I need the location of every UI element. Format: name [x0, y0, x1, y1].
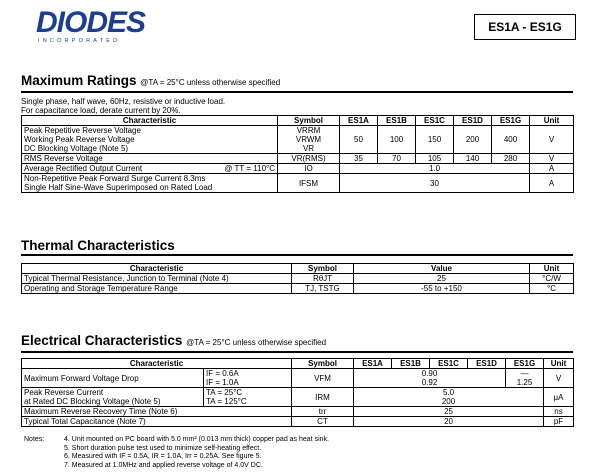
col-header: Unit — [544, 359, 574, 369]
unit-cell: μA — [544, 388, 574, 407]
table-row — [22, 274, 574, 284]
rating-note-2: For capacitance load, derate current by 20%. — [21, 106, 181, 115]
symbol-cell: VR(RMS) — [278, 154, 340, 164]
col-header: ES1G — [506, 359, 544, 369]
table-header-row — [22, 116, 574, 126]
col-header: Characteristic — [22, 116, 278, 126]
unit-cell: V — [530, 154, 574, 164]
characteristic-cell — [22, 174, 278, 193]
max-ratings-table — [21, 115, 574, 193]
col-header: ES1G — [492, 116, 530, 126]
col-header: Unit — [530, 264, 574, 274]
table-row — [22, 164, 574, 174]
col-header: ES1A — [340, 116, 378, 126]
symbol-line: VR — [302, 144, 315, 153]
value-cell: 280 — [492, 154, 530, 164]
table-row — [22, 369, 574, 388]
value-cell: 25 — [354, 407, 544, 417]
symbol-cell: RθJT — [292, 274, 354, 284]
value-cell: 140 — [454, 154, 492, 164]
char-text: Average Rectified Output Current — [24, 164, 143, 173]
notes-list — [64, 436, 584, 470]
value-cell: 50 — [340, 126, 378, 154]
rating-note-1: Single phase, half wave, 60Hz, resistive or inductive load. — [21, 97, 226, 106]
table-row — [22, 417, 574, 427]
table-row — [22, 407, 574, 417]
symbol-cell: IFSM — [278, 174, 340, 193]
col-header: ES1B — [378, 116, 416, 126]
note-item: 5. Short duration pulse test used to minimize self-heating effect. — [64, 444, 262, 452]
unit-cell: °C/W — [530, 274, 574, 284]
symbol-line: VRWM — [295, 135, 322, 144]
char-line: Single Half Sine-Wave Superimposed on Rated Load — [24, 183, 213, 192]
symbol-cell: IRM — [292, 388, 354, 407]
symbol-line: VRRM — [296, 126, 321, 135]
value-cell: 100 — [378, 126, 416, 154]
col-header: ES1C — [430, 359, 468, 369]
value-cell: 20 — [354, 417, 544, 427]
unit-cell: A — [530, 174, 574, 193]
value-cell: 400 — [492, 126, 530, 154]
characteristic-cell: Typical Thermal Resistance, Junction to Terminal (Note 4) — [22, 274, 292, 284]
unit-cell: V — [530, 126, 574, 154]
value-cell: 1.0 — [340, 164, 530, 174]
electrical-table — [21, 358, 574, 427]
table-row — [22, 154, 574, 164]
table-row — [22, 284, 574, 294]
condition-line: TA = 25°C — [206, 388, 243, 397]
characteristic-cell: RMS Reverse Voltage — [22, 154, 278, 164]
table-header-row — [22, 359, 574, 369]
value-line: 200 — [441, 397, 456, 406]
logo-subtext: INCORPORATED — [38, 38, 121, 44]
col-header: Unit — [530, 116, 574, 126]
value-line: 0.92 — [421, 378, 438, 387]
value-cell: 105 — [416, 154, 454, 164]
value-cell: 30 — [340, 174, 530, 193]
symbol-cell: VFM — [292, 369, 354, 388]
condition-line: IF = 0.6A — [206, 369, 239, 378]
characteristic-cell — [22, 164, 278, 174]
thermal-title: Thermal Characteristics — [21, 238, 573, 256]
unit-cell: A — [530, 164, 574, 174]
electrical-condition: @TA = 25°C unless otherwise specified — [186, 338, 327, 347]
symbol-cell: IO — [278, 164, 340, 174]
col-header: ES1A — [354, 359, 392, 369]
col-header: Value — [354, 264, 530, 274]
value-cell: -55 to +150 — [354, 284, 530, 294]
value-cell: 35 — [340, 154, 378, 164]
symbol-cell — [278, 126, 340, 154]
col-header: ES1C — [416, 116, 454, 126]
char-line: Non-Repetitive Peak Forward Surge Current 8.3ms — [24, 174, 206, 183]
col-header: Symbol — [292, 264, 354, 274]
part-number-box: ES1A - ES1G — [474, 14, 576, 40]
thermal-section — [21, 238, 573, 294]
value-cell: 200 — [454, 126, 492, 154]
unit-cell: ns — [544, 407, 574, 417]
symbol-cell: TJ, TSTG — [292, 284, 354, 294]
symbol-cell: CT — [292, 417, 354, 427]
max-ratings-condition: @TA = 25°C unless otherwise specified — [140, 78, 281, 87]
value-cell — [354, 388, 544, 407]
unit-cell: °C — [530, 284, 574, 294]
char-line: Peak Repetitive Reverse Voltage — [24, 126, 141, 135]
characteristic-cell: Operating and Storage Temperature Range — [22, 284, 292, 294]
char-line: at Rated DC Blocking Voltage (Note 5) — [24, 397, 161, 406]
section-title — [21, 73, 573, 93]
characteristic-cell — [22, 388, 204, 407]
value-cell — [506, 369, 544, 388]
thermal-table — [21, 263, 574, 294]
note-item: 6. Measured with IF = 0.5A, IR = 1.0A, Irr = 0.25A. See figure 5. — [64, 453, 262, 460]
char-line: Working Peak Reverse Voltage — [24, 135, 135, 144]
condition-cell — [204, 388, 292, 407]
logo-text: DIODES — [36, 6, 146, 39]
max-ratings-title: Maximum Ratings — [21, 73, 137, 88]
value-cell: 70 — [378, 154, 416, 164]
electrical-section — [21, 333, 573, 427]
value-cell: 150 — [416, 126, 454, 154]
electrical-title: Electrical Characteristics — [21, 333, 183, 348]
col-header: Symbol — [292, 359, 354, 369]
value-line: 0.90 — [421, 369, 438, 378]
value-line: 1.25 — [516, 378, 533, 387]
condition-line: IF = 1.0A — [206, 378, 239, 387]
condition-text: @ TT = 110°C — [224, 164, 275, 173]
col-header: Characteristic — [22, 359, 292, 369]
table-row — [22, 388, 574, 407]
char-line: DC Blocking Voltage (Note 5) — [24, 144, 129, 153]
value-line: — — [520, 369, 529, 378]
note-item: 4. Unit mounted on PC board with 5.0 mm² (0.013 mm thick) copper pad as heat sink. — [64, 436, 329, 443]
section-title — [21, 333, 573, 353]
characteristic-cell: Maximum Forward Voltage Drop — [22, 369, 204, 388]
value-line: 5.0 — [442, 388, 455, 397]
characteristic-cell: Maximum Reverse Recovery Time (Note 6) — [22, 407, 292, 417]
value-cell — [354, 369, 506, 388]
col-header: Characteristic — [22, 264, 292, 274]
condition-cell — [204, 369, 292, 388]
col-header: Symbol — [278, 116, 340, 126]
col-header: ES1B — [392, 359, 430, 369]
unit-cell: pF — [544, 417, 574, 427]
characteristic-cell — [22, 126, 278, 154]
notes-label: Notes: — [24, 436, 45, 443]
symbol-cell: trr — [292, 407, 354, 417]
char-line: Peak Reverse Current — [24, 388, 104, 397]
table-row — [22, 126, 574, 154]
col-header: ES1D — [468, 359, 506, 369]
maximum-ratings-section — [21, 73, 573, 193]
table-row — [22, 174, 574, 193]
value-cell: 25 — [354, 274, 530, 284]
note-item: 7. Measured at 1.0MHz and applied reverse voltage of 4.0V DC. — [64, 461, 263, 469]
diodes-logo — [36, 8, 156, 44]
condition-line: TA = 125°C — [206, 397, 247, 406]
col-header: ES1D — [454, 116, 492, 126]
unit-cell: V — [544, 369, 574, 388]
table-header-row — [22, 264, 574, 274]
characteristic-cell: Typical Total Capacitance (Note 7) — [22, 417, 292, 427]
